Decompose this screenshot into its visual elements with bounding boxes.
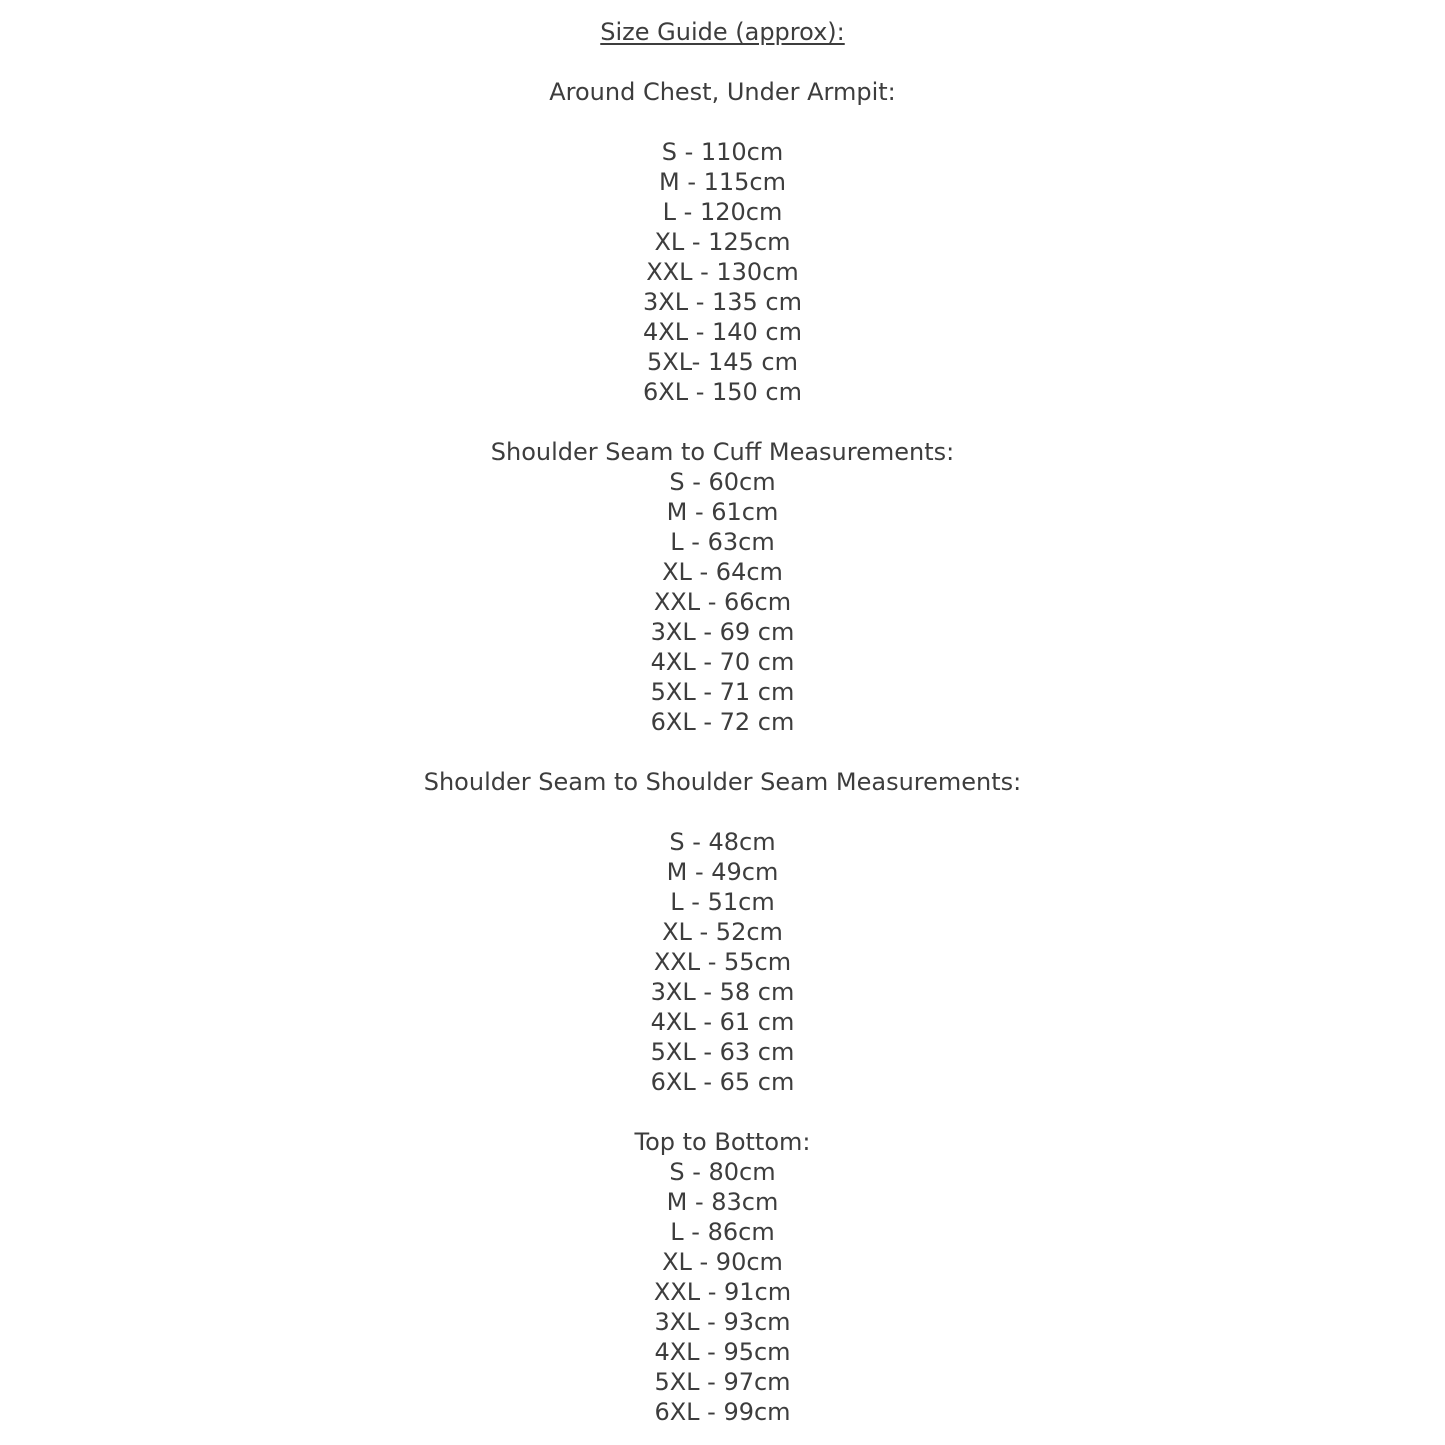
size-row: 4XL - 61 cm xyxy=(650,1008,795,1036)
size-row: 4XL - 70 cm xyxy=(650,648,795,676)
size-row: 6XL - 150 cm xyxy=(642,378,802,406)
section-heading-chest: Around Chest, Under Armpit: xyxy=(549,78,896,106)
size-row: M - 61cm xyxy=(666,498,779,526)
size-row: XXL - 130cm xyxy=(646,258,799,286)
size-row: M - 83cm xyxy=(666,1188,779,1216)
section-heading-top-to-bottom: Top to Bottom: xyxy=(634,1128,811,1156)
blank-line xyxy=(0,797,1445,827)
blank-line xyxy=(0,1097,1445,1127)
size-row: S - 80cm xyxy=(669,1158,776,1186)
size-row: 6XL - 65 cm xyxy=(650,1068,795,1096)
size-row: 6XL - 72 cm xyxy=(650,708,795,736)
size-row: S - 60cm xyxy=(669,468,776,496)
size-row: 5XL - 97cm xyxy=(654,1368,791,1396)
size-row: S - 48cm xyxy=(669,828,776,856)
size-row: 5XL - 71 cm xyxy=(650,678,795,706)
size-row: 3XL - 135 cm xyxy=(642,288,802,316)
size-row: L - 120cm xyxy=(662,198,783,226)
size-row: XL - 90cm xyxy=(662,1248,783,1276)
size-row: 4XL - 95cm xyxy=(654,1338,791,1366)
size-row: 6XL - 99cm xyxy=(654,1398,791,1426)
blank-line xyxy=(0,47,1445,77)
size-row: 5XL- 145 cm xyxy=(647,348,798,376)
size-row: 3XL - 69 cm xyxy=(650,618,795,646)
blank-line xyxy=(0,407,1445,437)
size-row: 3XL - 58 cm xyxy=(650,978,795,1006)
size-row: XXL - 55cm xyxy=(653,948,792,976)
size-row: S - 110cm xyxy=(661,138,784,166)
blank-line xyxy=(0,737,1445,767)
size-row: 4XL - 140 cm xyxy=(642,318,802,346)
page-title: Size Guide (approx): xyxy=(600,18,845,46)
size-row: XXL - 91cm xyxy=(653,1278,792,1306)
size-row: M - 49cm xyxy=(666,858,779,886)
size-row: L - 63cm xyxy=(670,528,775,556)
size-row: XXL - 66cm xyxy=(653,588,792,616)
size-row: 3XL - 93cm xyxy=(654,1308,791,1336)
blank-line xyxy=(0,107,1445,137)
size-row: M - 115cm xyxy=(658,168,786,196)
size-row: XL - 52cm xyxy=(662,918,783,946)
size-row: L - 51cm xyxy=(670,888,775,916)
size-row: 5XL - 63 cm xyxy=(650,1038,795,1066)
section-heading-shoulder: Shoulder Seam to Shoulder Seam Measurements: xyxy=(423,768,1022,796)
size-row: L - 86cm xyxy=(670,1218,775,1246)
size-row: XL - 125cm xyxy=(654,228,791,256)
size-row: XL - 64cm xyxy=(662,558,783,586)
section-heading-cuff: Shoulder Seam to Cuff Measurements: xyxy=(490,438,955,466)
